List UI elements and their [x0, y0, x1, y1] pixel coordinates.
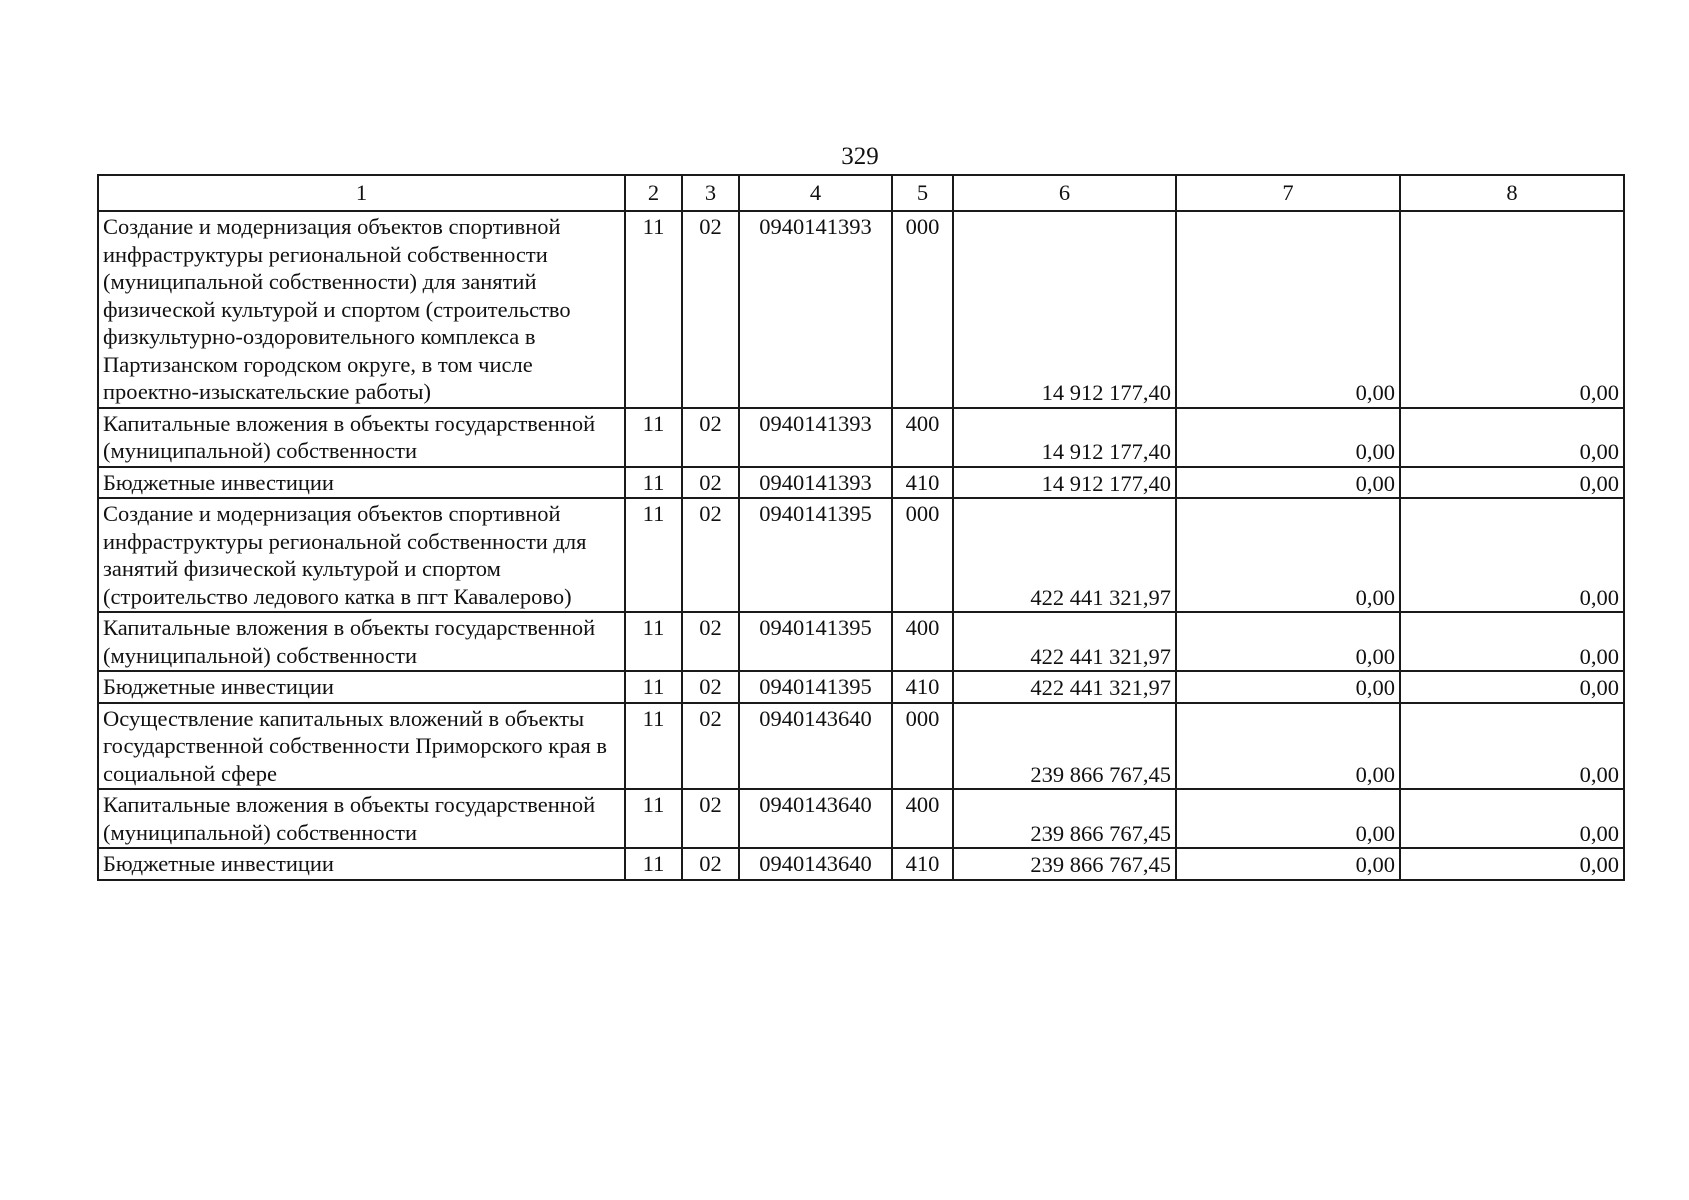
row-expense-type: 410 — [892, 467, 953, 499]
row-amount-col-7: 0,00 — [1176, 612, 1400, 671]
row-section: 11 — [625, 671, 682, 703]
row-target-code: 0940141393 — [739, 211, 892, 408]
row-expense-type: 400 — [892, 612, 953, 671]
row-subsection: 02 — [682, 612, 739, 671]
row-subsection: 02 — [682, 467, 739, 499]
table-row — [98, 671, 1624, 703]
row-name: Бюджетные инвестиции — [98, 848, 625, 880]
row-section: 11 — [625, 498, 682, 612]
row-section: 11 — [625, 211, 682, 408]
row-name: Создание и модернизация объектов спортивной инфраструктуры региональной собственности для занятий физической культурой и спортом (строительство ледового катка в пгт Кавалерово) — [98, 498, 625, 612]
row-amount-col-6: 422 441 321,97 — [953, 612, 1176, 671]
page-number: 329 — [841, 143, 879, 170]
row-amount-col-7: 0,00 — [1176, 498, 1400, 612]
row-target-code: 0940143640 — [739, 848, 892, 880]
row-amount-col-6: 14 912 177,40 — [953, 211, 1176, 408]
table-row — [98, 612, 1624, 671]
row-section: 11 — [625, 612, 682, 671]
row-expense-type: 000 — [892, 498, 953, 612]
row-expense-type: 400 — [892, 408, 953, 467]
table-row — [98, 498, 1624, 612]
row-expense-type: 410 — [892, 848, 953, 880]
row-amount-col-7: 0,00 — [1176, 211, 1400, 408]
row-section: 11 — [625, 703, 682, 790]
row-subsection: 02 — [682, 211, 739, 408]
row-section: 11 — [625, 789, 682, 848]
table-row — [98, 789, 1624, 848]
row-amount-col-8: 0,00 — [1400, 498, 1624, 612]
row-amount-col-8: 0,00 — [1400, 211, 1624, 408]
row-amount-col-7: 0,00 — [1176, 848, 1400, 880]
row-name: Создание и модернизация объектов спортивной инфраструктуры региональной собственности (муниципальной собственности) для занятий физической культурой и спортом (строительство физкультурно-оздоровительного комплекса в Партизанском городском округе, в том числе проектно-изыскательские работы) — [98, 211, 625, 408]
row-name: Осуществление капитальных вложений в объекты государственной собственности Приморского края в социальной сфере — [98, 703, 625, 790]
header-col-7: 7 — [1176, 175, 1400, 211]
row-subsection: 02 — [682, 789, 739, 848]
table-row — [98, 211, 1624, 408]
row-amount-col-8: 0,00 — [1400, 848, 1624, 880]
header-col-2: 2 — [625, 175, 682, 211]
row-target-code: 0940143640 — [739, 703, 892, 790]
header-col-4: 4 — [739, 175, 892, 211]
row-amount-col-7: 0,00 — [1176, 408, 1400, 467]
row-name: Капитальные вложения в объекты государственной (муниципальной) собственности — [98, 612, 625, 671]
row-subsection: 02 — [682, 498, 739, 612]
header-col-8: 8 — [1400, 175, 1624, 211]
row-subsection: 02 — [682, 848, 739, 880]
header-col-6: 6 — [953, 175, 1176, 211]
row-amount-col-8: 0,00 — [1400, 789, 1624, 848]
row-subsection: 02 — [682, 703, 739, 790]
row-amount-col-6: 14 912 177,40 — [953, 467, 1176, 499]
row-target-code: 0940141395 — [739, 671, 892, 703]
row-section: 11 — [625, 408, 682, 467]
row-amount-col-6: 239 866 767,45 — [953, 789, 1176, 848]
header-row — [98, 175, 1624, 211]
row-section: 11 — [625, 467, 682, 499]
row-amount-col-6: 14 912 177,40 — [953, 408, 1176, 467]
table-body — [98, 175, 1624, 880]
header-col-1: 1 — [98, 175, 625, 211]
row-subsection: 02 — [682, 408, 739, 467]
row-expense-type: 410 — [892, 671, 953, 703]
row-amount-col-8: 0,00 — [1400, 671, 1624, 703]
row-name: Капитальные вложения в объекты государственной (муниципальной) собственности — [98, 408, 625, 467]
row-amount-col-7: 0,00 — [1176, 789, 1400, 848]
row-target-code: 0940141395 — [739, 498, 892, 612]
row-target-code: 0940143640 — [739, 789, 892, 848]
row-amount-col-6: 422 441 321,97 — [953, 498, 1176, 612]
row-expense-type: 000 — [892, 211, 953, 408]
row-amount-col-8: 0,00 — [1400, 408, 1624, 467]
row-amount-col-7: 0,00 — [1176, 671, 1400, 703]
row-target-code: 0940141393 — [739, 408, 892, 467]
row-amount-col-8: 0,00 — [1400, 467, 1624, 499]
row-expense-type: 400 — [892, 789, 953, 848]
table-row — [98, 467, 1624, 499]
table-row — [98, 408, 1624, 467]
row-subsection: 02 — [682, 671, 739, 703]
row-target-code: 0940141393 — [739, 467, 892, 499]
row-expense-type: 000 — [892, 703, 953, 790]
row-section: 11 — [625, 848, 682, 880]
row-name: Капитальные вложения в объекты государственной (муниципальной) собственности — [98, 789, 625, 848]
row-amount-col-6: 422 441 321,97 — [953, 671, 1176, 703]
row-target-code: 0940141395 — [739, 612, 892, 671]
row-amount-col-7: 0,00 — [1176, 467, 1400, 499]
table-row — [98, 848, 1624, 880]
budget-table — [97, 174, 1625, 881]
table-row — [98, 703, 1624, 790]
row-amount-col-6: 239 866 767,45 — [953, 848, 1176, 880]
header-col-3: 3 — [682, 175, 739, 211]
row-amount-col-6: 239 866 767,45 — [953, 703, 1176, 790]
row-name: Бюджетные инвестиции — [98, 467, 625, 499]
row-name: Бюджетные инвестиции — [98, 671, 625, 703]
row-amount-col-7: 0,00 — [1176, 703, 1400, 790]
header-col-5: 5 — [892, 175, 953, 211]
row-amount-col-8: 0,00 — [1400, 703, 1624, 790]
row-amount-col-8: 0,00 — [1400, 612, 1624, 671]
